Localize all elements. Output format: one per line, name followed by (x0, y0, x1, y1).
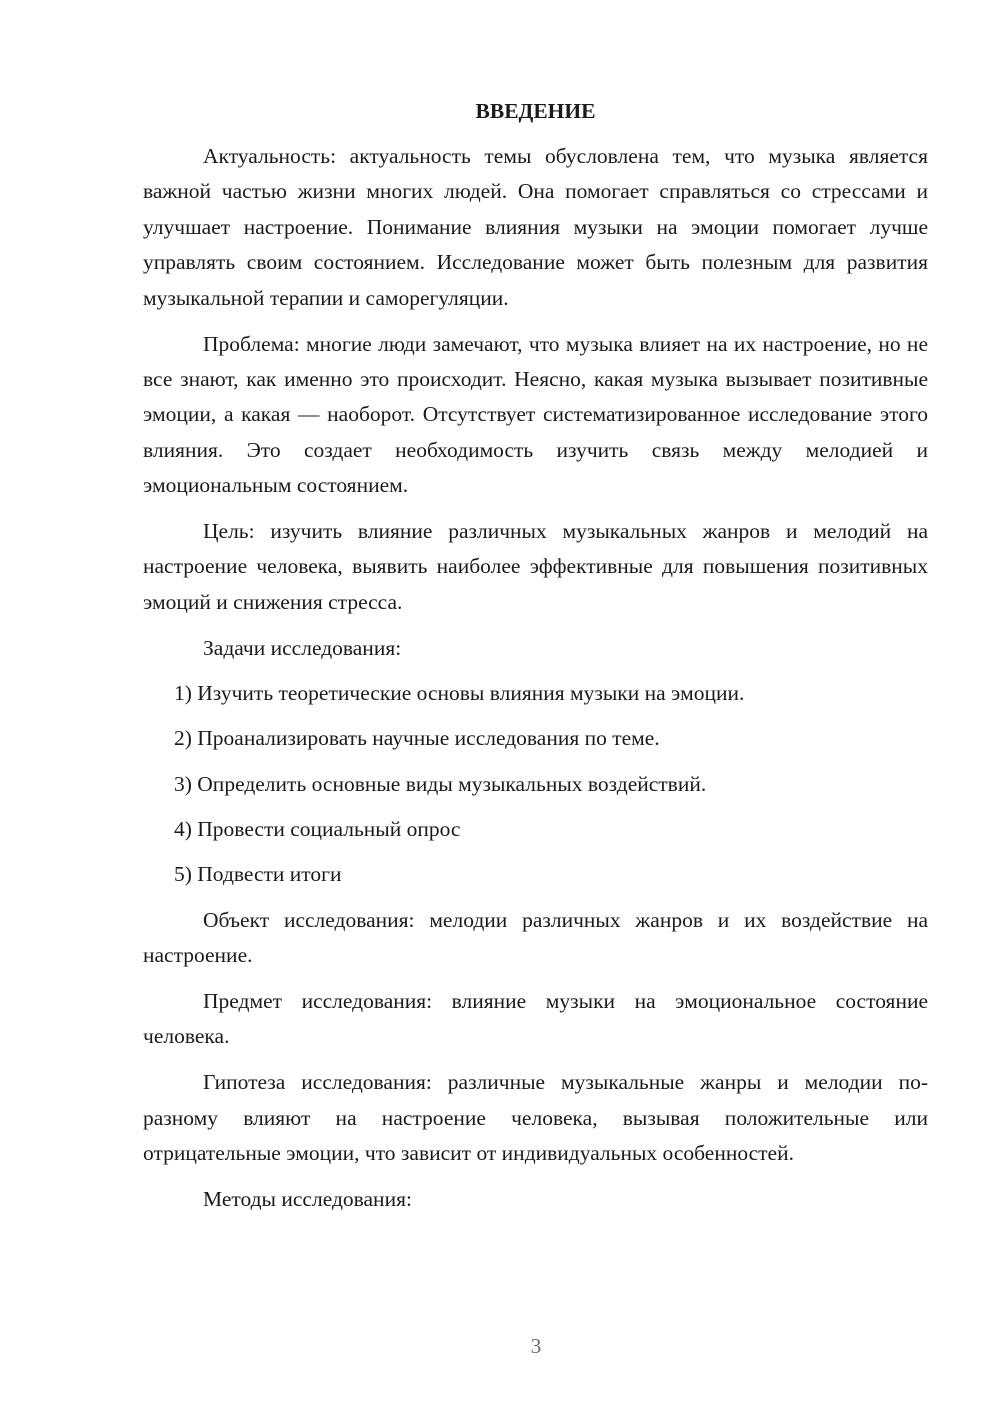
document-heading: ВВЕДЕНИЕ (475, 99, 596, 123)
page-number: 3 (530, 1334, 542, 1358)
list-item: 1) Изучить теоретические основы влияния музыки на эмоции. (174, 681, 745, 706)
methods-intro: Методы исследования: (203, 1187, 412, 1212)
paragraph-hypothesis: Гипотеза исследования: различные музыкальные жанры и мелодии по-разному влияют на настроение человека, вызывая положительные или отрицательные эмоции, что зависит от индивидуальных особенностей. (143, 1070, 928, 1166)
tasks-intro: Задачи исследования: (203, 635, 402, 660)
paragraph-object: Объект исследования: мелодии различных жанров и их воздействие на настроение. (143, 907, 928, 968)
list-item: 2) Проанализировать научные исследования по теме. (174, 726, 660, 751)
tasks-list (143, 676, 928, 893)
list-item: 4) Провести социальный опрос (174, 817, 461, 842)
paragraph-subject: Предмет исследования: влияние музыки на эмоциональное состояние человека. (143, 988, 928, 1049)
list-item: 3) Определить основные виды музыкальных воздействий. (174, 771, 707, 796)
list-item: 5) Подвести итоги (174, 862, 342, 887)
paragraph-relevance: Актуальность: актуальность темы обусловлена тем, что музыка является важной частью жизни многих людей. Она помогает справляться со стрессами и улучшает настроение. Понимание влияния музыки на эмоции помогает лучше управлять своим состоянием. Исследование может быть полезным для развития музыкальной терапии и саморегуляции. (143, 144, 928, 310)
paragraph-goal: Цель: изучить влияние различных музыкальных жанров и мелодий на настроение человека, выявить наиболее эффективные для повышения позитивных эмоций и снижения стресса. (143, 519, 928, 614)
paragraph-problem: Проблема: многие люди замечают, что музыка влияет на их настроение, но не все знают, как именно это происходит. Неясно, какая музыка вызывает позитивные эмоции, а какая — наоборот. Отсутствует систематизированное исследование этого влияния. Это создает необходимость изучить связь между мелодией и эмоциональным состоянием. (143, 331, 928, 498)
document-page (143, 94, 928, 1227)
